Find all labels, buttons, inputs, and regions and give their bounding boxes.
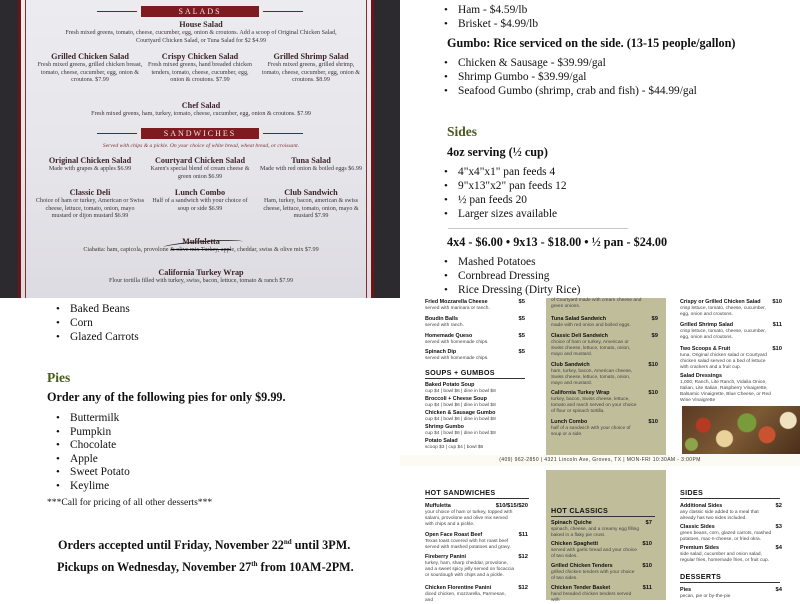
ordinal-suffix: th: [251, 560, 258, 568]
menu-item: [680, 373, 775, 404]
item-price: $10: [642, 563, 652, 569]
list-item-pan: • 9"x13"x2" pan feeds 12: [458, 179, 567, 193]
item-name: Grilled Chicken Tenders: [551, 563, 613, 569]
item-price: $2: [775, 503, 782, 509]
item-name: Grilled Shrimp Salad: [273, 52, 349, 61]
list-item-ham: • Ham - $4.59/lb: [458, 3, 527, 17]
menu-item: [551, 563, 639, 582]
item-name: Broccoli + Cheese Soup: [425, 396, 487, 402]
item-desc: grilled chicken tenders with your choice of two sides.: [551, 570, 635, 581]
menu-item: [680, 503, 772, 522]
menu-item: [680, 346, 775, 371]
item-name: Grilled Shrimp Salad: [680, 322, 734, 328]
list-item-pie: • Chocolate: [70, 438, 116, 452]
desserts-heading: DESSERTS: [680, 572, 722, 581]
item-desc: your choice of ham or turkey, topped with salami, provolone and olive mix served with chips and a pickle.: [425, 510, 513, 527]
item-desc: Choice of ham or turkey, American or Swiss cheese, lettuce, tomato, onion, mayo mustard or dijon mustard $6.99: [35, 198, 145, 220]
menu-item: [680, 524, 772, 543]
food-platter-photo: [682, 406, 800, 454]
item-price: $11: [642, 585, 652, 591]
menu-item-chef-salad: [51, 101, 351, 119]
item-desc: crisp lettuce, tomato, cheese, cucumber, egg, onion and croutons.: [680, 306, 766, 317]
desserts-note: ***Call for pricing of all other desserts***: [47, 497, 213, 508]
item-price: $10: [772, 299, 782, 305]
item-name: Tuna Salad Sandwich: [551, 316, 607, 322]
item-desc: Ciabatta: ham, capicola, provolone & olive mix Turkey, apple, cheddar, swiss & olive mix $7.99: [83, 247, 319, 253]
restaurant-menu-board: [400, 298, 800, 603]
list-item-side: • Rice Dressing (Dirty Rice): [458, 283, 580, 297]
item-desc: diced chicken, mozzarella, Parmesan, and: [425, 592, 506, 603]
menu-item: [551, 362, 641, 387]
item-desc: hand breaded chicken tenders served with: [551, 592, 632, 603]
section-rule: [551, 516, 655, 517]
list-item-gumbo: • Seafood Gumbo (shrimp, crab and fish) - $44.99/gal: [458, 84, 697, 98]
list-item-side: • Corn: [70, 316, 93, 330]
item-desc: Fresh mixed greens, tomato, cheese, cucumber, egg, onion & croutons. Add a scoop of Original Chicken Salad, Courtyard Chicken Salad, or Tuna Salad for $2 $4.99: [65, 30, 337, 44]
item-name: Classic Deli Sandwich: [551, 333, 608, 339]
menu-item-club-sandwich: [259, 188, 363, 221]
item-desc: served with ranch.: [425, 323, 464, 328]
item-desc: Texas toast covered with hot roast beef served with mashed potatoes and gravy.: [425, 539, 511, 550]
soup-item: [425, 396, 535, 409]
item-name: Shrimp Gumbo: [425, 424, 464, 430]
menu-paper: [18, 0, 374, 298]
item-desc: Ham, turkey, bacon, american & swiss cheese, lettuce, tomato, onion, mayo & mustard $7.99: [263, 198, 359, 220]
menu-item-courtyard-chicken-salad: [148, 156, 252, 181]
item-name: Pies: [680, 587, 692, 593]
item-name: Classic Deli: [69, 188, 111, 197]
gumbo-heading: Gumbo: Rice serviced on the side. (13-15 people/gallon): [447, 36, 736, 50]
item-desc: tuna, Original chicken salad or Courtyard chicken salad served on a bed of lettuce with crackers and a fruit cup.: [680, 353, 767, 370]
item-desc: 1,000, Ranch, Lite Ranch, Vidalia Onion, Italian, Lite Italian, Raspberry Vinaigrette, Balsamic Vinaigrette, Blue Cheese, or Red Wine Vinaigrette: [680, 380, 771, 403]
menu-item: [680, 587, 772, 600]
item-desc: green beans, corn, glazed carrots, mashed potatoes, mac-n-cheese, or fried okra.: [680, 531, 772, 542]
item-desc: Fresh mixed greens, grilled shrimp, tomato, cheese, cucumber, egg, onion & croutons. $8.99: [261, 62, 361, 84]
item-desc: cup $4 | bowl $6 | dine in bowl $8: [425, 389, 496, 394]
item-desc: made with red onion and boiled eggs.: [551, 323, 631, 328]
divider: [448, 228, 628, 229]
item-price: $10: [648, 390, 658, 396]
section-rule: [425, 498, 529, 499]
item-desc: cup $4 | bowl $6 | dine in bowl $8: [425, 417, 496, 422]
list-item-brisket: • Brisket - $4.99/lb: [458, 17, 538, 31]
menu-item: [551, 520, 639, 539]
item-price: $5: [518, 299, 525, 305]
item-name: Grilled Chicken Salad: [51, 52, 129, 61]
menu-item: [551, 419, 641, 438]
item-desc: served with marinara or ranch.: [425, 306, 490, 311]
item-price: $4: [775, 587, 782, 593]
item-name: Premium Sides: [680, 545, 719, 551]
menu-item: [551, 333, 641, 358]
item-desc: choice of ham or turkey, American or Swiss cheese, lettuce, tomato, onion, mayo and mustard.: [551, 340, 631, 357]
list-item-gumbo: • Shrimp Gumbo - $39.99/gal: [458, 70, 586, 84]
item-price: $10/$15/$20: [495, 503, 528, 509]
pickup-info: [57, 560, 354, 575]
printed-menu-photo: [0, 0, 400, 298]
menu-item: [551, 541, 639, 560]
menu-item: [680, 322, 775, 341]
sides-price-line: 4x4 - $6.00 • 9x13 - $18.00 • ½ pan - $24.00: [447, 235, 668, 249]
list-item-pan: • Larger sizes available: [458, 207, 557, 221]
item-desc: Flour tortilla filled with turkey, swiss, bacon, lettuce, tomato & ranch $7.99: [108, 278, 294, 284]
item-price: $10: [648, 362, 658, 368]
salads-banner: SALADS: [141, 6, 259, 17]
item-desc: served with homemade chips.: [425, 356, 489, 361]
menu-item-lunch-combo: [148, 188, 252, 213]
pickup-text: Pickups on Wednesday, November 27: [57, 560, 252, 575]
menu-item-original-chicken-salad: [35, 156, 145, 174]
item-price: $9: [651, 316, 658, 322]
menu-item-grilled-shrimp-salad: [259, 52, 363, 85]
menu-item: [680, 545, 772, 564]
item-name: House Salad: [179, 20, 223, 29]
item-name: Baked Potato Soup: [425, 382, 475, 388]
menu-item: [551, 585, 639, 604]
item-price: $10: [772, 346, 782, 352]
item-desc: ham, turkey, bacon, American cheese, Swiss cheese, lettuce, tomato, onion, mayo and mustard.: [551, 369, 633, 386]
pies-title: Pies: [47, 370, 71, 385]
soup-item: [425, 410, 535, 423]
list-item-side: • Mashed Potatoes: [458, 255, 536, 269]
pies-order-info: [0, 298, 400, 600]
item-name: Chicken Tender Basket: [551, 585, 611, 591]
soup-item: [425, 438, 535, 451]
item-name: Potato Salad: [425, 438, 458, 444]
sandwiches-banner: SANDWICHES: [141, 128, 259, 139]
item-desc: any classic side added to a meal that already has two sides included.: [680, 510, 759, 521]
handwritten-scribble: [171, 236, 231, 250]
list-item-pan: • 4"x4"x1" pan feeds 4: [458, 165, 555, 179]
section-rule: [680, 498, 780, 499]
list-item-pie: • Buttermilk: [70, 411, 119, 425]
sandwich-note: Served with chips & a pickle. On your choice of white bread, wheat bread, or croissant.: [102, 143, 300, 149]
item-desc: Fresh mixed greens, hand breaded chicken tenders, tomato, cheese, cucumber, egg, onion & croutons. $7.99: [148, 62, 252, 84]
menu-item: [425, 554, 515, 579]
menu-item: [551, 298, 651, 310]
contact-footer: (409) 962-2850 | 4321 Lincoln Ave, Groves, TX | MON-FRI 10:30AM - 3:00PM: [400, 455, 800, 466]
menu-item-classic-deli: [35, 188, 145, 221]
section-rule: [680, 582, 780, 583]
catering-price-list: [400, 0, 800, 298]
item-desc: crisp lettuce, tomato, cheese, cucumber, egg, onion and croutons.: [680, 329, 766, 340]
item-name: Club Sandwich: [551, 362, 590, 368]
item-desc: served with garlic bread and your choice of two sides.: [551, 548, 637, 559]
item-name: Spinach Quiche: [551, 520, 592, 526]
menu-item: [425, 532, 515, 551]
item-name: Muffuletta: [182, 237, 220, 246]
item-name: Boudin Balls: [425, 316, 458, 322]
list-item-pie: • Keylime: [70, 479, 109, 493]
item-name: Muffuletta: [425, 503, 451, 509]
item-name: California Turkey Wrap: [551, 390, 610, 396]
list-item-pie: • Pumpkin: [70, 425, 111, 439]
list-item-gumbo: • Chicken & Sausage - $39.99/gal: [458, 56, 606, 70]
item-desc: Fresh mixed greens, grilled chicken breast, tomato, cheese, cucumber, egg, onion & croutons. $7.99: [37, 62, 143, 84]
serving-size: 4oz serving (½ cup): [447, 145, 548, 159]
sides-heading: SIDES: [680, 488, 704, 497]
menu-item-california-turkey-wrap: [51, 268, 351, 286]
item-desc: Half of a sandwich with your choice of soup or side $6.99: [152, 198, 248, 212]
item-name: Classic Sides: [680, 524, 715, 530]
list-item-side: • Baked Beans: [70, 302, 130, 316]
pies-offer: Order any of the following pies for only $9.99.: [47, 390, 286, 404]
item-name: Crispy or Grilled Chicken Salad: [680, 299, 761, 305]
list-item-side: • Cornbread Dressing: [458, 269, 549, 283]
item-name: Homemade Queso: [425, 333, 473, 339]
item-name: Fireberry Panini: [425, 554, 467, 560]
item-desc: half of a sandwich with your choice of soup or a side.: [551, 426, 631, 437]
item-desc: cup $4 | bowl $6 | dine in bowl $8: [425, 403, 496, 408]
item-desc: Fresh mixed greens, ham, turkey, tomato, cheese, cucumber, egg, onion & croutons. $7.99: [91, 111, 311, 117]
menu-item: [551, 390, 641, 415]
soups-heading: SOUPS + GUMBOS: [425, 368, 495, 377]
orders-text: Orders accepted until Friday, November 22: [58, 538, 284, 553]
item-price: $5: [518, 333, 525, 339]
menu-item-grilled-chicken-salad: [35, 52, 145, 85]
menu-item-tuna-salad: [259, 156, 363, 174]
item-desc: Made with grapes & apples $6.99: [48, 166, 132, 172]
item-price: $12: [518, 585, 528, 591]
item-name: Additional Sides: [680, 503, 723, 509]
item-price: $5: [518, 316, 525, 322]
item-desc: served with homemade chips.: [425, 340, 489, 345]
item-name: Original Chicken Salad: [48, 156, 132, 165]
item-price: $10: [648, 419, 658, 425]
menu-item: [551, 316, 641, 329]
hot-classics-heading: HOT CLASSICS: [551, 506, 609, 515]
item-name: Open Face Roast Beef: [425, 532, 483, 538]
soup-item: [425, 424, 535, 437]
orders-time: until 3PM.: [291, 538, 351, 553]
item-name: Salad Dressings: [680, 373, 722, 379]
item-name: Lunch Combo: [551, 419, 588, 425]
item-price: $3: [775, 524, 782, 530]
item-price: $12: [518, 554, 528, 560]
item-price: $10: [642, 541, 652, 547]
item-name: Crispy Chicken Salad: [161, 52, 239, 61]
item-price: $7: [645, 520, 652, 526]
item-price: $4: [775, 545, 782, 551]
item-desc: Karen's special blend of cream cheese & green onion $6.99: [150, 166, 250, 180]
menu-item-crispy-chicken-salad: [148, 52, 252, 85]
item-price: $9: [651, 333, 658, 339]
hot-sandwiches-heading: HOT SANDWICHES: [425, 488, 496, 497]
list-item-pie: • Apple: [70, 452, 98, 466]
menu-item: [425, 585, 515, 604]
item-name: Chicken Spaghetti: [551, 541, 599, 547]
item-name: Spinach Dip: [425, 349, 457, 355]
item-name: California Turkey Wrap: [158, 268, 244, 277]
item-desc: side salad, cucumber and onion salad, regular fries, homemade fries, or fruit cup.: [680, 552, 770, 563]
item-name: Chicken & Sausage Gumbo: [425, 410, 496, 416]
pickup-time: from 10AM-2PM.: [257, 560, 354, 575]
list-item-pie: • Sweet Potato: [70, 465, 130, 479]
item-price: $11: [772, 322, 782, 328]
item-price: $5: [518, 349, 525, 355]
item-name: Club Sandwich: [284, 188, 338, 197]
item-name: Chicken Florentine Panini: [425, 585, 492, 591]
item-name: Lunch Combo: [174, 188, 226, 197]
item-desc: scoop $3 | cup $4 | bowl $6: [425, 445, 484, 450]
list-item-pan: • ½ pan feeds 20: [458, 193, 527, 207]
item-name: Two Scoops & Fruit: [680, 346, 731, 352]
item-desc: Made with red onion & boiled eggs $6.99: [260, 166, 362, 172]
soup-item: [425, 382, 535, 395]
item-price: $11: [518, 532, 528, 538]
section-rule: [425, 378, 525, 379]
item-name: Chef Salad: [181, 101, 221, 110]
menu-item-house-salad: [51, 20, 351, 45]
sides-title: Sides: [447, 124, 478, 139]
item-desc: pecan, pie or by-the-pie: [680, 594, 731, 599]
item-name: Tuna Salad: [291, 156, 331, 165]
item-desc: turkey, ham, sharp cheddar, provolone, and a sweet spicy jelly served on focaccia or sourdough with chips and a pickle.: [425, 561, 515, 578]
ordinal-suffix: nd: [283, 538, 292, 546]
item-name: Fried Mozzarella Cheese: [425, 299, 488, 305]
item-desc: spinach, cheese, and a creamy egg filling baked in a flaky pie crust.: [551, 527, 639, 538]
item-desc: of Courtyard made with cream cheese and green onions.: [551, 298, 642, 309]
item-desc: turkey, bacon, Swiss cheese, lettuce, tomato and ranch served on your choice of flour or spinach tortilla.: [551, 397, 637, 414]
orders-deadline: [58, 538, 350, 553]
item-name: Courtyard Chicken Salad: [154, 156, 246, 165]
list-item-side: • Glazed Carrots: [70, 330, 139, 344]
menu-item: [680, 299, 775, 318]
item-desc: cup $4 | bowl $6 | dine in bowl $8: [425, 431, 496, 436]
